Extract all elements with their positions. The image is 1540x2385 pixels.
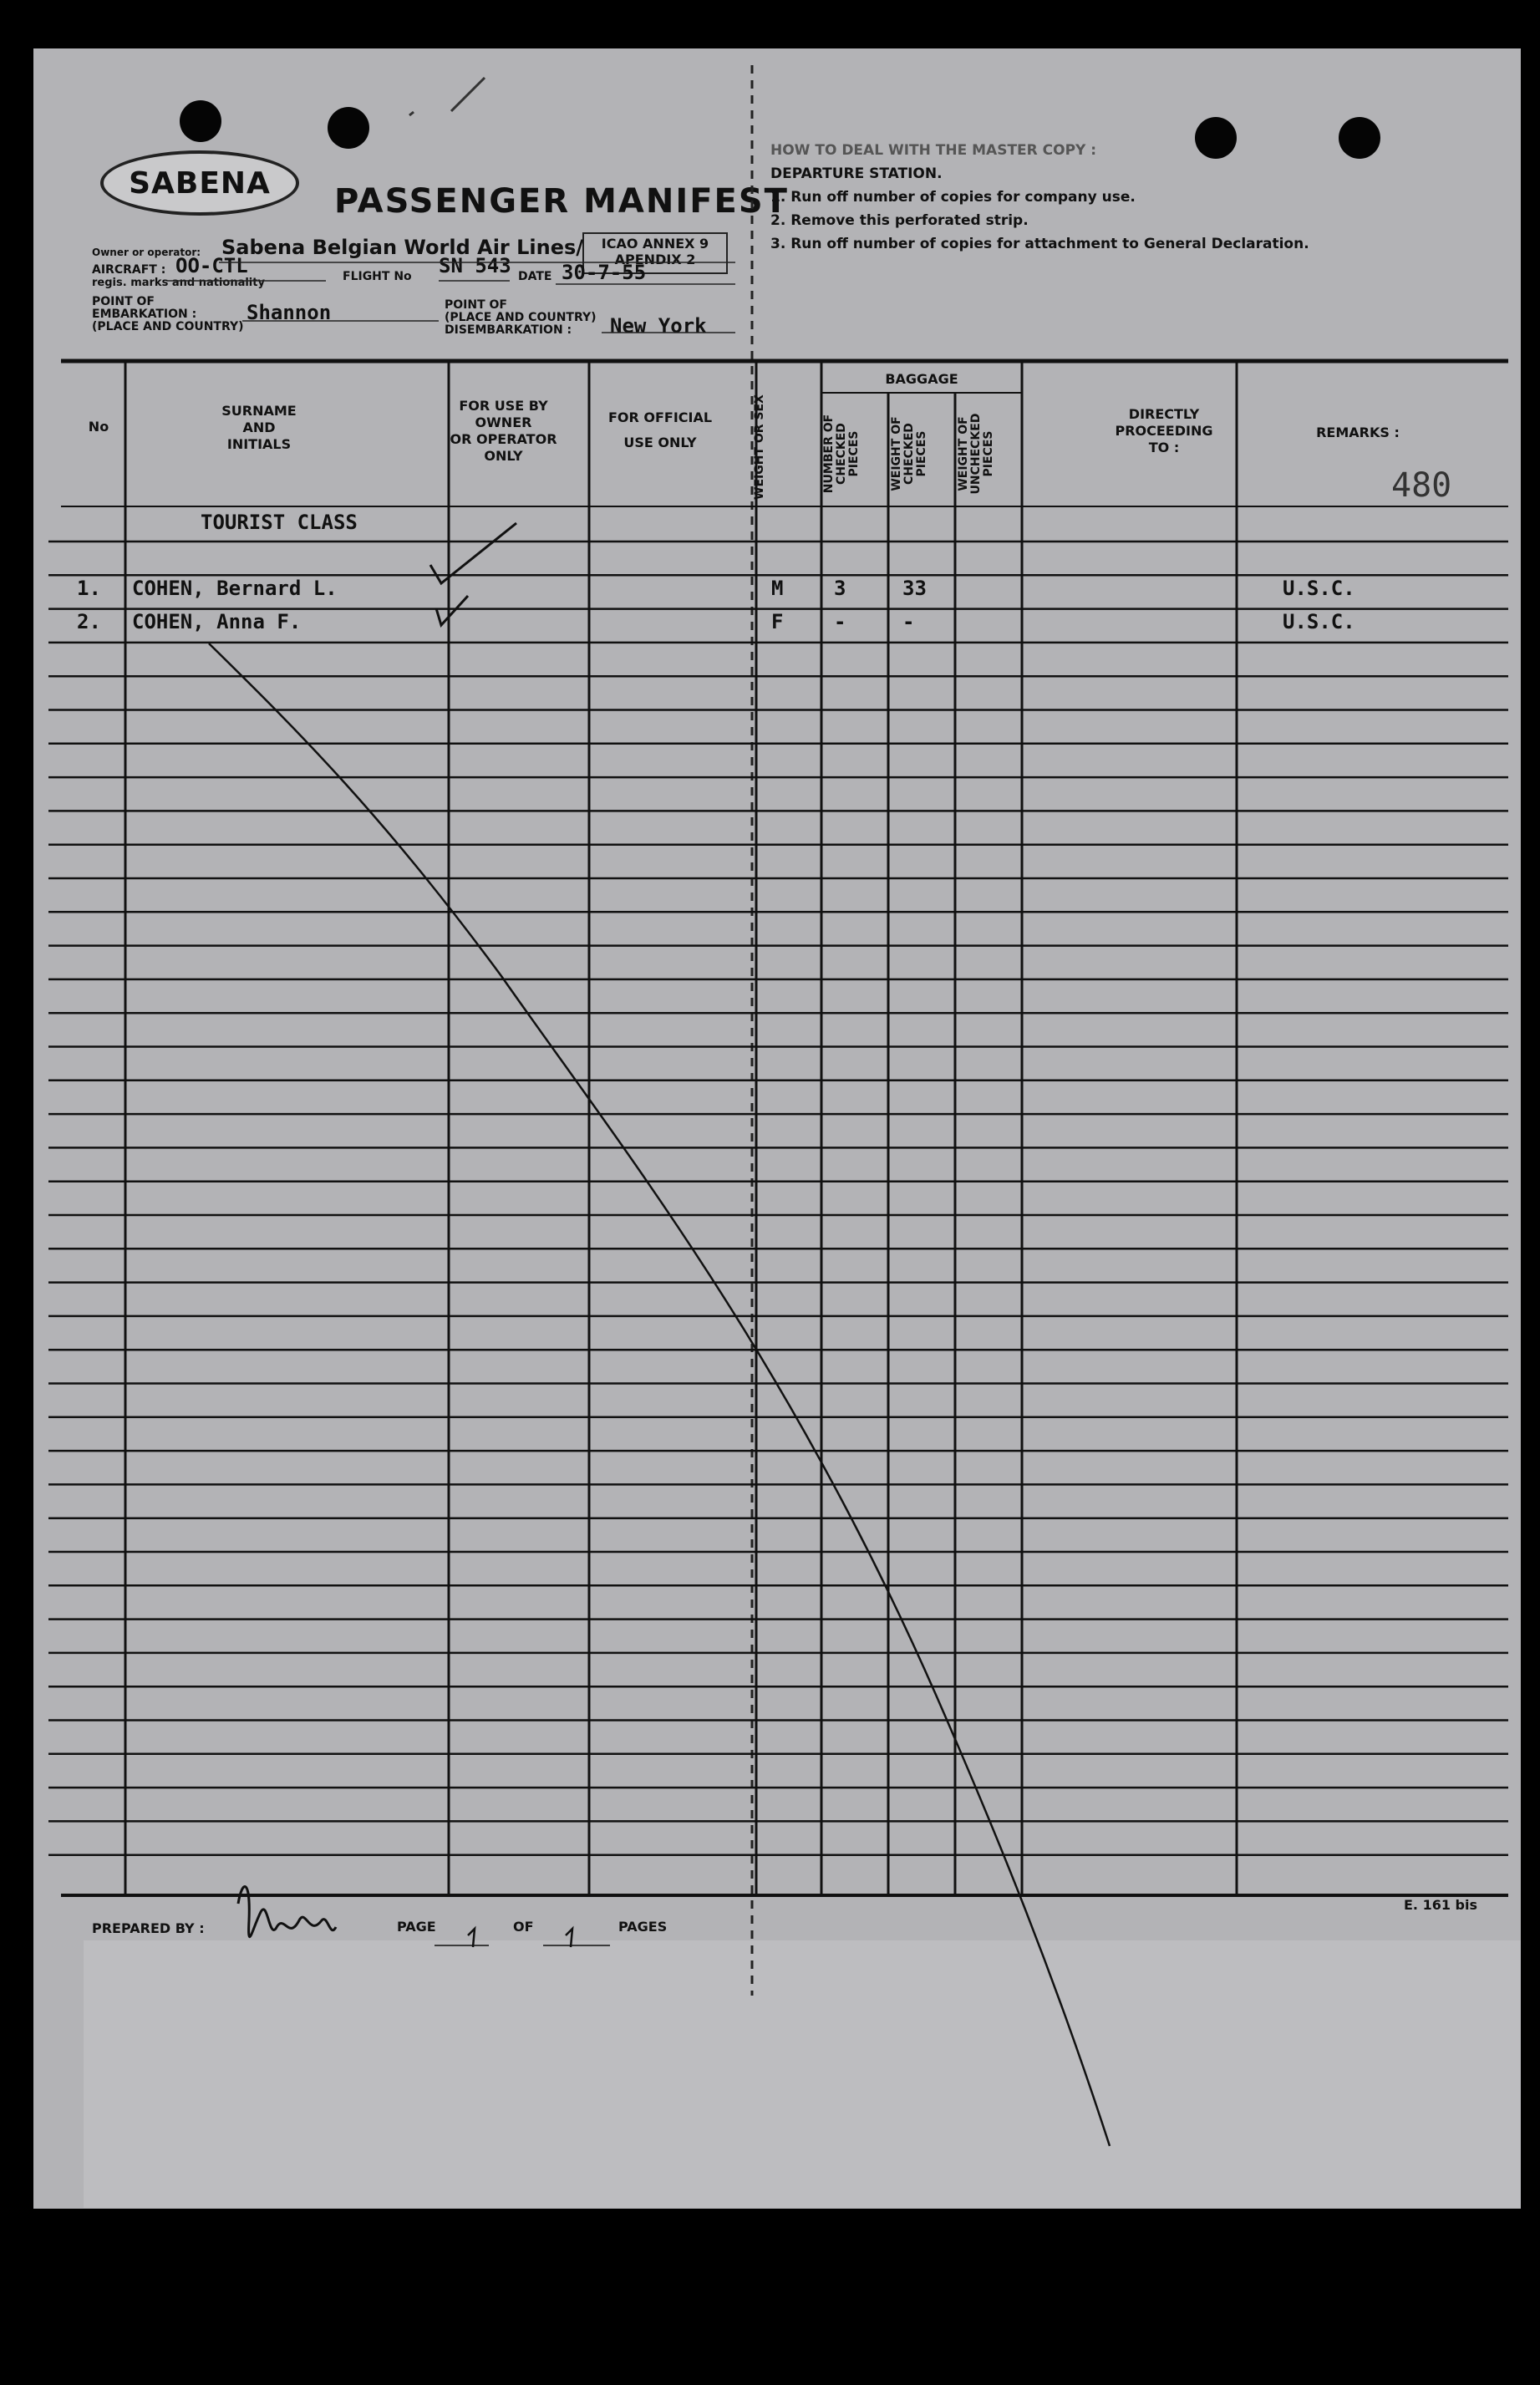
instruction-item: 3. Run off number of copies for attachment to General Declaration. [770, 236, 1309, 252]
instruction-item: 2. Remove this perforated strip. [770, 212, 1029, 229]
col-checked-wt-header [891, 404, 928, 504]
unchecked-line: WEIGHT OF [957, 416, 970, 491]
baggage-header: BAGGAGE [885, 371, 958, 387]
of-label: OF [513, 1919, 534, 1935]
instructions-station: DEPARTURE STATION. [770, 165, 943, 182]
passenger-name: COHEN, Bernard L. [132, 577, 338, 600]
stamp-number: 480 [1391, 466, 1452, 505]
checked-wt-line: PIECES [915, 430, 928, 477]
icao-line-2: APENDIX 2 [614, 252, 696, 267]
instructions-heading: HOW TO DEAL WITH THE MASTER COPY : [770, 142, 1097, 159]
aircraft-label: AIRCRAFT : [92, 263, 166, 277]
col-official-header [597, 409, 723, 451]
passenger-pieces: - [834, 610, 846, 633]
owner-label: Owner or operator: [92, 247, 201, 258]
col-proceeding-header [1060, 406, 1268, 456]
page-label: PAGE [397, 1919, 436, 1935]
surname-line: INITIALS [226, 436, 292, 452]
col-unchecked-header [958, 404, 995, 504]
passenger-weight: - [902, 610, 915, 633]
passenger-pieces: 3 [834, 577, 846, 600]
date-label: DATE [518, 270, 552, 283]
surname-line: SURNAME [221, 403, 297, 419]
table-grid [33, 48, 1521, 2209]
passenger-no: 1. [77, 577, 101, 600]
embark-label-3: (PLACE AND COUNTRY) [92, 320, 244, 333]
embark-value: Shannon [247, 301, 332, 324]
disembark-value: New York [610, 314, 707, 338]
manifest-sheet [33, 48, 1521, 2209]
instruction-item: 1. Run off number of copies for company use. [770, 189, 1136, 206]
aircraft-sub-label: regis. marks and nationality [92, 277, 265, 289]
disembark-label-3: DISEMBARKATION : [445, 323, 572, 337]
passenger-remarks: U.S.C. [1283, 610, 1355, 633]
owner-line: ONLY [484, 448, 523, 464]
icao-line-1: ICAO ANNEX 9 [601, 236, 709, 252]
owner-line: FOR USE BY [459, 398, 548, 414]
date-value: 30-7-55 [562, 261, 647, 284]
owner-line: OWNER [475, 414, 532, 430]
passenger-no: 2. [77, 610, 101, 633]
prepared-by-label: PREPARED BY : [92, 1920, 205, 1936]
class-label: TOURIST CLASS [201, 511, 358, 534]
embark-label-1: POINT OF [92, 295, 155, 308]
owner-line: OR OPERATOR [450, 431, 557, 447]
proceeding-line: DIRECTLY [1128, 406, 1200, 422]
col-checked-num-header [823, 404, 861, 504]
unchecked-line: UNCHECKED [969, 413, 983, 495]
official-line: USE ONLY [623, 435, 697, 450]
disembark-label-2: (PLACE AND COUNTRY) [445, 311, 597, 324]
checked-num-line: PIECES [847, 430, 861, 477]
disembark-label-1: POINT OF [445, 298, 507, 312]
col-no-header: No [88, 419, 109, 435]
aircraft-value: OO-CTL [175, 254, 248, 277]
flight-label: FLIGHT No [343, 270, 412, 283]
form-title: PASSENGER MANIFEST [334, 182, 789, 221]
passenger-name: COHEN, Anna F. [132, 610, 302, 633]
surname-line: AND [242, 420, 276, 435]
owner-value: Sabena Belgian World Air Lines/ [221, 236, 584, 259]
form-code: E. 161 bis [1404, 1897, 1478, 1913]
col-weight-sex-header: WEIGHT OR SEX [753, 394, 766, 500]
proceeding-line: PROCEEDING [1115, 423, 1213, 439]
col-owner-header [443, 398, 564, 465]
col-remarks-header: REMARKS : [1316, 425, 1400, 440]
proceeding-line: TO : [1148, 440, 1180, 455]
checked-wt-line: CHECKED [902, 423, 916, 485]
flight-value: SN 543 [439, 254, 511, 277]
passenger-sex: F [771, 610, 784, 633]
checked-wt-line: WEIGHT OF [890, 416, 903, 491]
embark-label-2: EMBARKATION : [92, 308, 197, 321]
unchecked-line: PIECES [982, 430, 995, 477]
passenger-weight: 33 [902, 577, 927, 600]
sabena-logo: SABENA [100, 150, 299, 216]
passenger-sex: M [771, 577, 784, 600]
pages-label: PAGES [618, 1919, 668, 1935]
col-surname-header [155, 403, 363, 453]
official-line: FOR OFFICIAL [607, 409, 713, 425]
checked-num-line: CHECKED [835, 423, 848, 485]
checked-num-line: NUMBER OF [822, 414, 836, 494]
passenger-remarks: U.S.C. [1283, 577, 1355, 600]
